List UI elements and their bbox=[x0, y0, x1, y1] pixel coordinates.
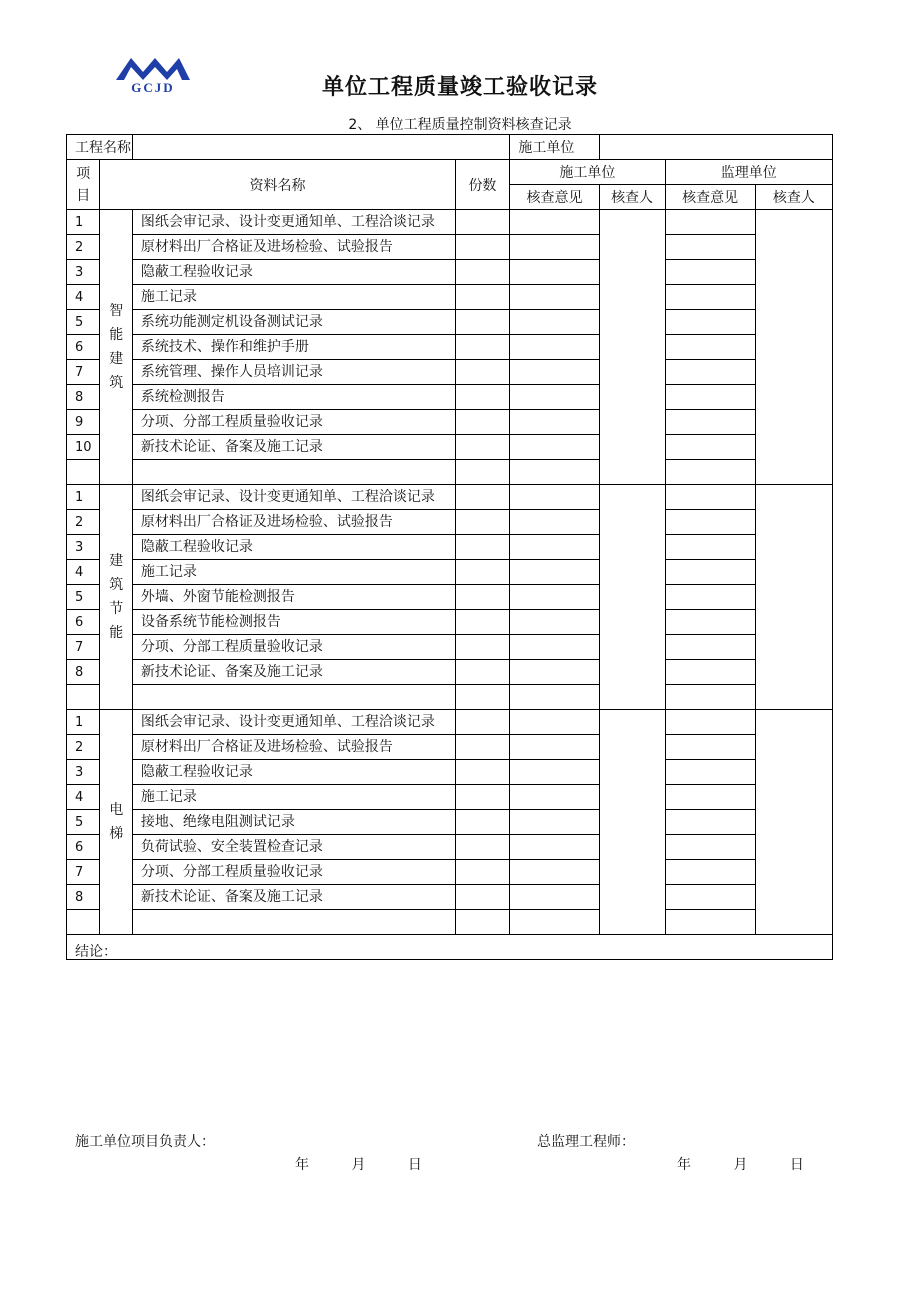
copies-cell[interactable] bbox=[455, 435, 510, 460]
table-row bbox=[67, 360, 833, 385]
document-name: 原材料出厂合格证及进场检验、试验报告 bbox=[132, 235, 455, 260]
copies-cell[interactable] bbox=[455, 710, 510, 735]
copies-cell[interactable] bbox=[455, 510, 510, 535]
item-number: 9 bbox=[67, 410, 100, 435]
item-number: 5 bbox=[67, 585, 100, 610]
construction-opinion-cell[interactable] bbox=[510, 635, 599, 660]
copies-cell[interactable] bbox=[455, 310, 510, 335]
construction-opinion-cell[interactable] bbox=[510, 885, 599, 910]
table-row bbox=[67, 810, 833, 835]
supervision-opinion-cell[interactable] bbox=[665, 760, 755, 785]
table-row bbox=[67, 585, 833, 610]
table-row bbox=[67, 560, 833, 585]
item-number: 8 bbox=[67, 885, 100, 910]
copies-cell[interactable] bbox=[455, 785, 510, 810]
table-row bbox=[67, 535, 833, 560]
document-name: 分项、分部工程质量验收记录 bbox=[132, 635, 455, 660]
construction-checker-cell[interactable] bbox=[599, 710, 665, 935]
logo-text: GCJD bbox=[131, 80, 175, 95]
supervision-opinion-cell[interactable] bbox=[665, 910, 755, 935]
table-row-blank bbox=[67, 910, 833, 935]
item-number: 4 bbox=[67, 285, 100, 310]
category-label bbox=[100, 485, 132, 710]
category-label-text: 智能建筑 bbox=[109, 303, 124, 391]
construction-opinion-cell[interactable] bbox=[510, 260, 599, 285]
supervision-unit-header: 监理单位 bbox=[665, 160, 832, 185]
copies-cell[interactable] bbox=[455, 860, 510, 885]
supervision-opinion-cell[interactable] bbox=[665, 735, 755, 760]
item-number: 2 bbox=[67, 235, 100, 260]
supervision-opinion-cell[interactable] bbox=[665, 710, 755, 735]
table-row bbox=[67, 510, 833, 535]
copies-cell[interactable] bbox=[455, 385, 510, 410]
supervision-opinion-cell[interactable] bbox=[665, 610, 755, 635]
construction-opinion-cell[interactable] bbox=[510, 460, 599, 485]
table-row bbox=[67, 385, 833, 410]
document-name: 施工记录 bbox=[132, 785, 455, 810]
supervision-checker-header: 核查人 bbox=[755, 185, 832, 210]
construction-opinion-cell[interactable] bbox=[510, 735, 599, 760]
item-number: 2 bbox=[67, 735, 100, 760]
conclusion-box[interactable] bbox=[67, 935, 833, 1173]
supervision-opinion-cell[interactable] bbox=[665, 260, 755, 285]
contractor-date: 年 月 日 bbox=[295, 1157, 422, 1173]
item-number: 2 bbox=[67, 510, 100, 535]
item-number bbox=[67, 685, 100, 710]
copies-cell[interactable] bbox=[455, 360, 510, 385]
item-number: 7 bbox=[67, 635, 100, 660]
supervision-opinion-cell[interactable] bbox=[665, 835, 755, 860]
item-number: 3 bbox=[67, 760, 100, 785]
copies-cell[interactable] bbox=[455, 285, 510, 310]
copies-cell[interactable] bbox=[455, 685, 510, 710]
construction-opinion-cell[interactable] bbox=[510, 835, 599, 860]
copies-cell[interactable] bbox=[455, 335, 510, 360]
item-number: 10 bbox=[67, 435, 100, 460]
document-name: 外墙、外窗节能检测报告 bbox=[132, 585, 455, 610]
copies-cell[interactable] bbox=[455, 260, 510, 285]
table-row bbox=[67, 760, 833, 785]
document-name: 设备系统节能检测报告 bbox=[132, 610, 455, 635]
table-row bbox=[67, 885, 833, 910]
construction-checker-cell[interactable] bbox=[599, 210, 665, 485]
copies-cell[interactable] bbox=[455, 760, 510, 785]
table-row-blank bbox=[67, 685, 833, 710]
copies-cell[interactable] bbox=[455, 585, 510, 610]
item-number: 5 bbox=[67, 310, 100, 335]
copies-cell[interactable] bbox=[455, 635, 510, 660]
document-name: 原材料出厂合格证及进场检验、试验报告 bbox=[132, 510, 455, 535]
copies-cell[interactable] bbox=[455, 235, 510, 260]
copies-cell[interactable] bbox=[455, 910, 510, 935]
copies-cell[interactable] bbox=[455, 210, 510, 235]
table-row bbox=[67, 860, 833, 885]
copies-cell[interactable] bbox=[455, 560, 510, 585]
document-name: 系统功能测定机设备测试记录 bbox=[132, 310, 455, 335]
supervision-opinion-cell[interactable] bbox=[665, 635, 755, 660]
contractor-sign-label: 施工单位项目负责人： bbox=[75, 1134, 215, 1150]
table-row bbox=[67, 735, 833, 760]
chief-supervisor-label: 总监理工程师： bbox=[537, 1134, 635, 1150]
item-header bbox=[67, 160, 100, 210]
item-number: 5 bbox=[67, 810, 100, 835]
item-number: 7 bbox=[67, 360, 100, 385]
construction-opinion-cell[interactable] bbox=[510, 685, 599, 710]
document-name: 新技术论证、备案及施工记录 bbox=[132, 885, 455, 910]
table-row bbox=[67, 785, 833, 810]
construction-opinion-cell[interactable] bbox=[510, 210, 599, 235]
document-name bbox=[132, 685, 455, 710]
supervision-check-opinion-header: 核查意见 bbox=[665, 185, 755, 210]
item-number: 4 bbox=[67, 785, 100, 810]
contractor-label: 施工单位 bbox=[510, 135, 599, 160]
supervision-opinion-cell[interactable] bbox=[665, 810, 755, 835]
copies-cell[interactable] bbox=[455, 485, 510, 510]
construction-opinion-cell[interactable] bbox=[510, 660, 599, 685]
document-name bbox=[132, 910, 455, 935]
construction-opinion-cell[interactable] bbox=[510, 485, 599, 510]
project-name-value[interactable] bbox=[132, 135, 509, 160]
document-name: 新技术论证、备案及施工记录 bbox=[132, 435, 455, 460]
document-name: 接地、绝缘电阻测试记录 bbox=[132, 810, 455, 835]
construction-opinion-cell[interactable] bbox=[510, 310, 599, 335]
table-row bbox=[67, 410, 833, 435]
item-number bbox=[67, 460, 100, 485]
item-number: 7 bbox=[67, 860, 100, 885]
construction-opinion-cell[interactable] bbox=[510, 510, 599, 535]
copies-cell[interactable] bbox=[455, 810, 510, 835]
construction-opinion-cell[interactable] bbox=[510, 710, 599, 735]
document-name bbox=[132, 460, 455, 485]
copies-cell[interactable] bbox=[455, 535, 510, 560]
table-row bbox=[67, 435, 833, 460]
supervision-opinion-cell[interactable] bbox=[665, 310, 755, 335]
table-row bbox=[67, 310, 833, 335]
supervision-opinion-cell[interactable] bbox=[665, 385, 755, 410]
project-name-label: 工程名称 bbox=[67, 135, 133, 160]
document-name: 系统技术、操作和维护手册 bbox=[132, 335, 455, 360]
construction-check-opinion-header: 核查意见 bbox=[510, 185, 599, 210]
supervisor-date: 年 月 日 bbox=[677, 1157, 804, 1173]
construction-opinion-cell[interactable] bbox=[510, 535, 599, 560]
item-number: 6 bbox=[67, 610, 100, 635]
copies-cell[interactable] bbox=[455, 660, 510, 685]
document-name: 新技术论证、备案及施工记录 bbox=[132, 660, 455, 685]
table-row bbox=[67, 210, 833, 235]
item-number: 4 bbox=[67, 560, 100, 585]
document-name: 隐蔽工程验收记录 bbox=[132, 760, 455, 785]
item-number: 3 bbox=[67, 260, 100, 285]
document-name: 图纸会审记录、设计变更通知单、工程洽谈记录 bbox=[132, 710, 455, 735]
document-name: 施工记录 bbox=[132, 285, 455, 310]
construction-opinion-cell[interactable] bbox=[510, 385, 599, 410]
item-number: 6 bbox=[67, 835, 100, 860]
item-number: 8 bbox=[67, 385, 100, 410]
supervision-opinion-cell[interactable] bbox=[665, 235, 755, 260]
construction-checker-cell[interactable] bbox=[599, 485, 665, 710]
document-name: 图纸会审记录、设计变更通知单、工程洽谈记录 bbox=[132, 210, 455, 235]
document-name: 系统管理、操作人员培训记录 bbox=[132, 360, 455, 385]
category-label-text: 电梯 bbox=[109, 802, 124, 842]
construction-opinion-cell[interactable] bbox=[510, 360, 599, 385]
construction-opinion-cell[interactable] bbox=[510, 335, 599, 360]
supervision-opinion-cell[interactable] bbox=[665, 660, 755, 685]
construction-opinion-cell[interactable] bbox=[510, 435, 599, 460]
item-number: 1 bbox=[67, 710, 100, 735]
copies-cell[interactable] bbox=[455, 460, 510, 485]
item-number: 1 bbox=[67, 485, 100, 510]
supervision-opinion-cell[interactable] bbox=[665, 335, 755, 360]
copies-cell[interactable] bbox=[455, 885, 510, 910]
supervision-opinion-cell[interactable] bbox=[665, 785, 755, 810]
document-name: 系统检测报告 bbox=[132, 385, 455, 410]
construction-opinion-cell[interactable] bbox=[510, 285, 599, 310]
construction-opinion-cell[interactable] bbox=[510, 910, 599, 935]
supervision-opinion-cell[interactable] bbox=[665, 485, 755, 510]
supervision-opinion-cell[interactable] bbox=[665, 210, 755, 235]
supervision-opinion-cell[interactable] bbox=[665, 685, 755, 710]
item-number: 6 bbox=[67, 335, 100, 360]
supervision-opinion-cell[interactable] bbox=[665, 435, 755, 460]
supervision-opinion-cell[interactable] bbox=[665, 410, 755, 435]
construction-opinion-cell[interactable] bbox=[510, 860, 599, 885]
construction-opinion-cell[interactable] bbox=[510, 785, 599, 810]
supervision-checker-cell[interactable] bbox=[755, 210, 832, 485]
table-row bbox=[67, 635, 833, 660]
item-number bbox=[67, 910, 100, 935]
table-row bbox=[67, 485, 833, 510]
supervision-opinion-cell[interactable] bbox=[665, 510, 755, 535]
category-label bbox=[100, 710, 132, 935]
copies-header: 份数 bbox=[455, 160, 510, 210]
document-name: 分项、分部工程质量验收记录 bbox=[132, 860, 455, 885]
supervision-opinion-cell[interactable] bbox=[665, 285, 755, 310]
table-row-blank bbox=[67, 460, 833, 485]
copies-cell[interactable] bbox=[455, 410, 510, 435]
supervision-opinion-cell[interactable] bbox=[665, 560, 755, 585]
construction-opinion-cell[interactable] bbox=[510, 760, 599, 785]
supervision-opinion-cell[interactable] bbox=[665, 885, 755, 910]
table-row bbox=[67, 835, 833, 860]
doc-name-header: 资料名称 bbox=[100, 160, 455, 210]
construction-opinion-cell[interactable] bbox=[510, 560, 599, 585]
construction-unit-header: 施工单位 bbox=[510, 160, 665, 185]
supervision-opinion-cell[interactable] bbox=[665, 585, 755, 610]
item-number: 3 bbox=[67, 535, 100, 560]
table-row bbox=[67, 235, 833, 260]
table-row bbox=[67, 285, 833, 310]
construction-opinion-cell[interactable] bbox=[510, 610, 599, 635]
construction-opinion-cell[interactable] bbox=[510, 235, 599, 260]
supervision-opinion-cell[interactable] bbox=[665, 860, 755, 885]
document-name: 隐蔽工程验收记录 bbox=[132, 535, 455, 560]
category-label bbox=[100, 210, 132, 485]
conclusion-label: 结论： bbox=[75, 944, 117, 960]
document-name: 施工记录 bbox=[132, 560, 455, 585]
construction-checker-header: 核查人 bbox=[599, 185, 665, 210]
document-name: 图纸会审记录、设计变更通知单、工程洽谈记录 bbox=[132, 485, 455, 510]
supervision-checker-cell[interactable] bbox=[755, 485, 832, 710]
copies-cell[interactable] bbox=[455, 610, 510, 635]
construction-opinion-cell[interactable] bbox=[510, 810, 599, 835]
table-row bbox=[67, 610, 833, 635]
supervision-opinion-cell[interactable] bbox=[665, 460, 755, 485]
inspection-table bbox=[66, 134, 833, 1173]
document-name: 负荷试验、安全装置检查记录 bbox=[132, 835, 455, 860]
document-name: 隐蔽工程验收记录 bbox=[132, 260, 455, 285]
page-subtitle: 2、 单位工程质量控制资料核查记录 bbox=[348, 117, 572, 133]
item-number: 8 bbox=[67, 660, 100, 685]
supervision-checker-cell[interactable] bbox=[755, 710, 832, 935]
document-name: 原材料出厂合格证及进场检验、试验报告 bbox=[132, 735, 455, 760]
supervision-opinion-cell[interactable] bbox=[665, 535, 755, 560]
table-row bbox=[67, 660, 833, 685]
document-name: 分项、分部工程质量验收记录 bbox=[132, 410, 455, 435]
table-row bbox=[67, 710, 833, 735]
table-row bbox=[67, 335, 833, 360]
copies-cell[interactable] bbox=[455, 735, 510, 760]
category-label-text: 建筑节能 bbox=[109, 553, 124, 641]
contractor-value[interactable] bbox=[599, 135, 832, 160]
construction-opinion-cell[interactable] bbox=[510, 410, 599, 435]
supervision-opinion-cell[interactable] bbox=[665, 360, 755, 385]
copies-cell[interactable] bbox=[455, 835, 510, 860]
table-row bbox=[67, 260, 833, 285]
item-number: 1 bbox=[67, 210, 100, 235]
construction-opinion-cell[interactable] bbox=[510, 585, 599, 610]
item-header-text: 项目 bbox=[76, 165, 91, 204]
page-title: 单位工程质量竣工验收记录 bbox=[321, 75, 598, 100]
